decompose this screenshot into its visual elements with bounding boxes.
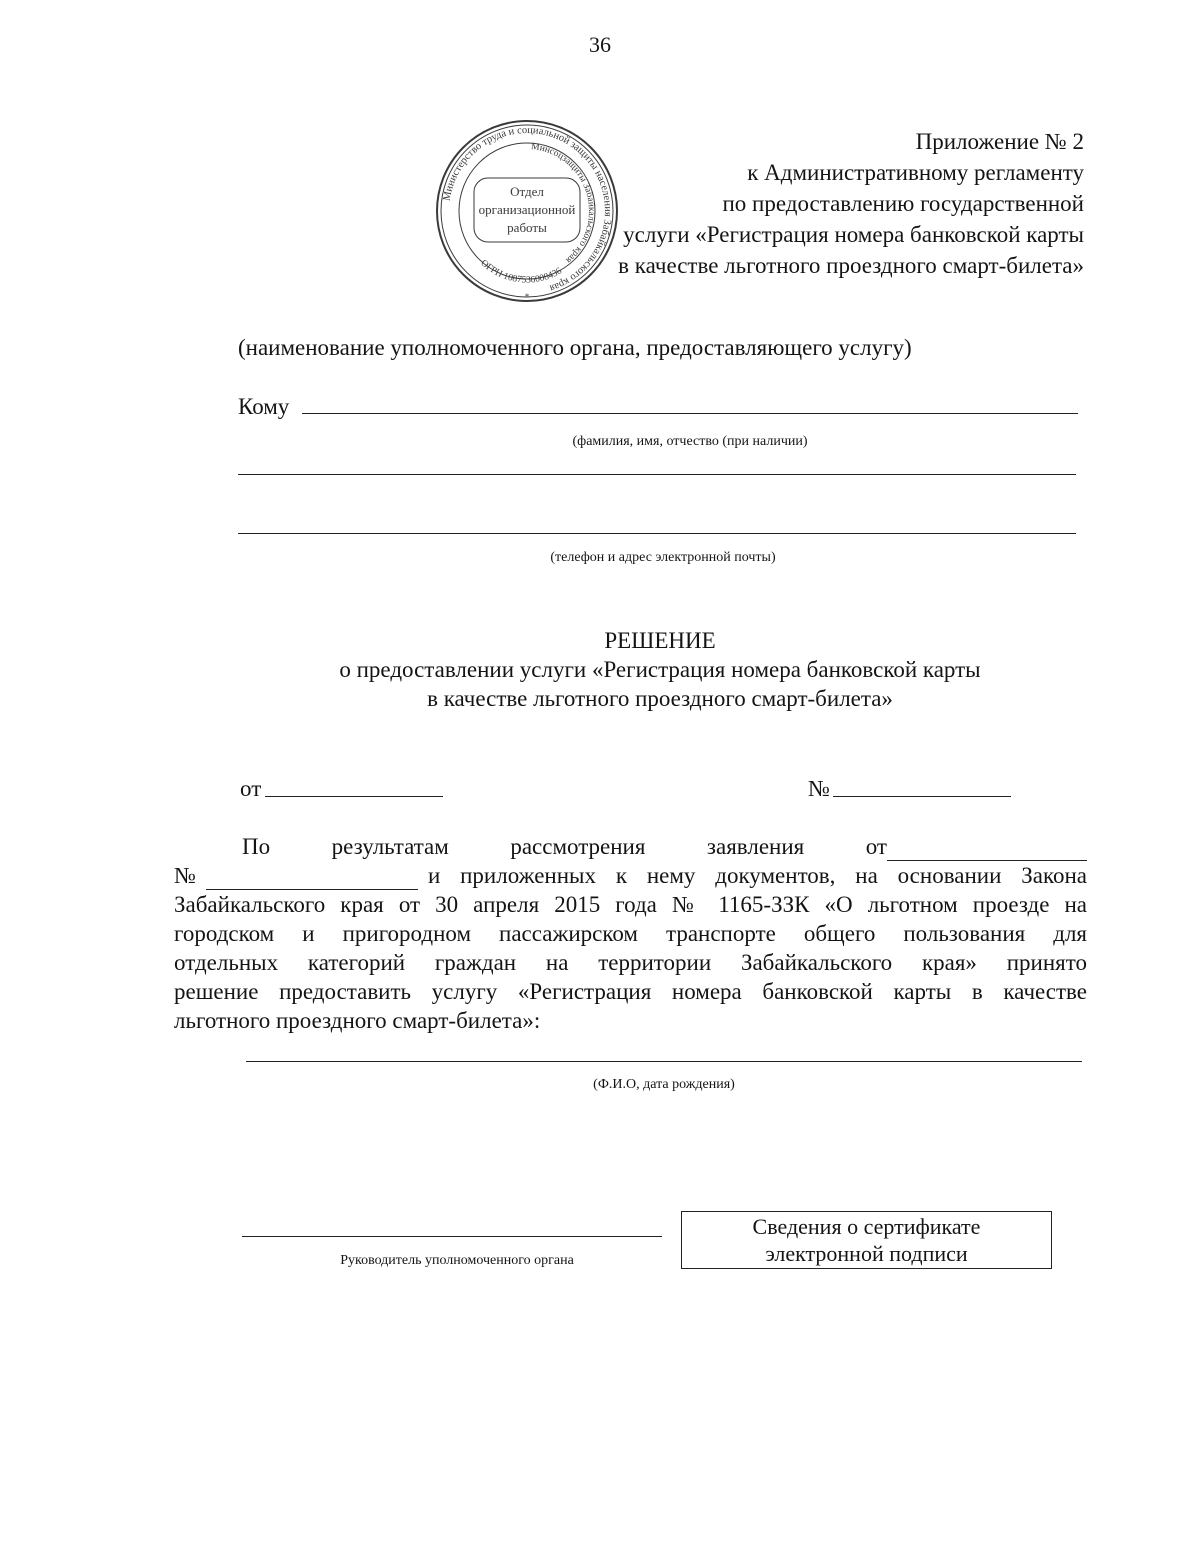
appendix-line1: Приложение № 2	[915, 129, 1084, 154]
body-line6: решение предоставить услугу «Регистрация номера банковской карты в качестве	[174, 979, 1087, 1004]
number-label: №	[808, 776, 830, 801]
body-line7: льготного проездного смарт-билета»:	[174, 1008, 541, 1033]
date-label: от	[240, 776, 262, 801]
stamp-ogrn: ОГРН 1087536008436	[478, 258, 564, 286]
body-line4: городском и пригородном пассажирском транспорте общего пользования для	[174, 921, 1087, 946]
stamp-inner-ring-text: Минсоцзащиты Забайкальского края	[530, 142, 597, 265]
body-word-1: По	[242, 834, 271, 859]
appendix-line2: к Административному регламенту	[747, 160, 1084, 185]
appendix-line4: услуги «Регистрация номера банковской карты	[623, 222, 1084, 247]
official-stamp	[432, 116, 622, 306]
page-number: 36	[589, 32, 611, 57]
body-paragraph	[174, 832, 1087, 1035]
body-line3: Забайкальского края от 30 апреля 2015 года № 1165-ЗЗК «О льготном проезде на	[174, 892, 1087, 917]
recipient-caption: (Ф.И.О, дата рождения)	[593, 1077, 735, 1092]
to-label: Кому	[238, 394, 290, 419]
stamp-center-line2: организационной	[478, 202, 576, 217]
stamp-ring-text: Министерство труда и социальной защиты населения Забайкальского края	[441, 124, 614, 294]
appendix-line3: по предоставлению государственной	[722, 191, 1084, 216]
title-line3: в качестве льготного проездного смарт-билета»	[427, 686, 893, 711]
body-line5: отдельных категорий граждан на территории Забайкальского края» принято	[174, 950, 1087, 975]
authority-caption: (наименование уполномоченного органа, предоставляющего услугу)	[238, 335, 912, 360]
body-from-group	[866, 832, 1087, 861]
stamp-star-icon: *	[524, 292, 530, 302]
body-line2-text: и приложенных к нему документов, на основании Закона	[427, 863, 1087, 888]
body-word-2: результатам	[331, 834, 449, 859]
certificate-box	[681, 1211, 1052, 1269]
appendix-line5: в качестве льготного проездного смарт-билета»	[618, 253, 1084, 278]
fio-caption: (фамилия, имя, отчество (при наличии)	[572, 434, 808, 449]
contacts-caption: (телефон и адрес электронной почты)	[550, 550, 776, 565]
body-word-5: от	[865, 834, 887, 859]
appendix-header	[618, 126, 1084, 281]
signature-line	[242, 1236, 662, 1237]
to-line	[302, 413, 1078, 414]
title-line1: РЕШЕНИЕ	[604, 628, 716, 653]
body-line2	[174, 861, 1087, 890]
body-line1	[174, 832, 1087, 861]
address-line	[238, 474, 1076, 475]
application-date-line	[887, 836, 1087, 861]
contacts-line	[238, 533, 1076, 534]
stamp-center-line1: Отдел	[510, 184, 544, 199]
body-no-label: №	[174, 863, 196, 888]
stamp-center-box	[474, 178, 580, 242]
certificate-line2: электронной подписи	[765, 1241, 968, 1266]
date-line	[265, 796, 443, 797]
body-word-4: заявления	[706, 834, 805, 859]
application-number-line	[206, 865, 418, 890]
signature-caption: Руководитель уполномоченного органа	[340, 1253, 574, 1268]
body-word-3: рассмотрения	[510, 834, 646, 859]
stamp-center-line3: работы	[507, 220, 547, 235]
number-line	[833, 796, 1011, 797]
recipient-line	[246, 1061, 1082, 1062]
certificate-line1: Сведения о сертификате	[752, 1214, 981, 1239]
title-line2: о предоставлении услуги «Регистрация номера банковской карты	[339, 657, 981, 682]
document-title	[0, 626, 1200, 713]
